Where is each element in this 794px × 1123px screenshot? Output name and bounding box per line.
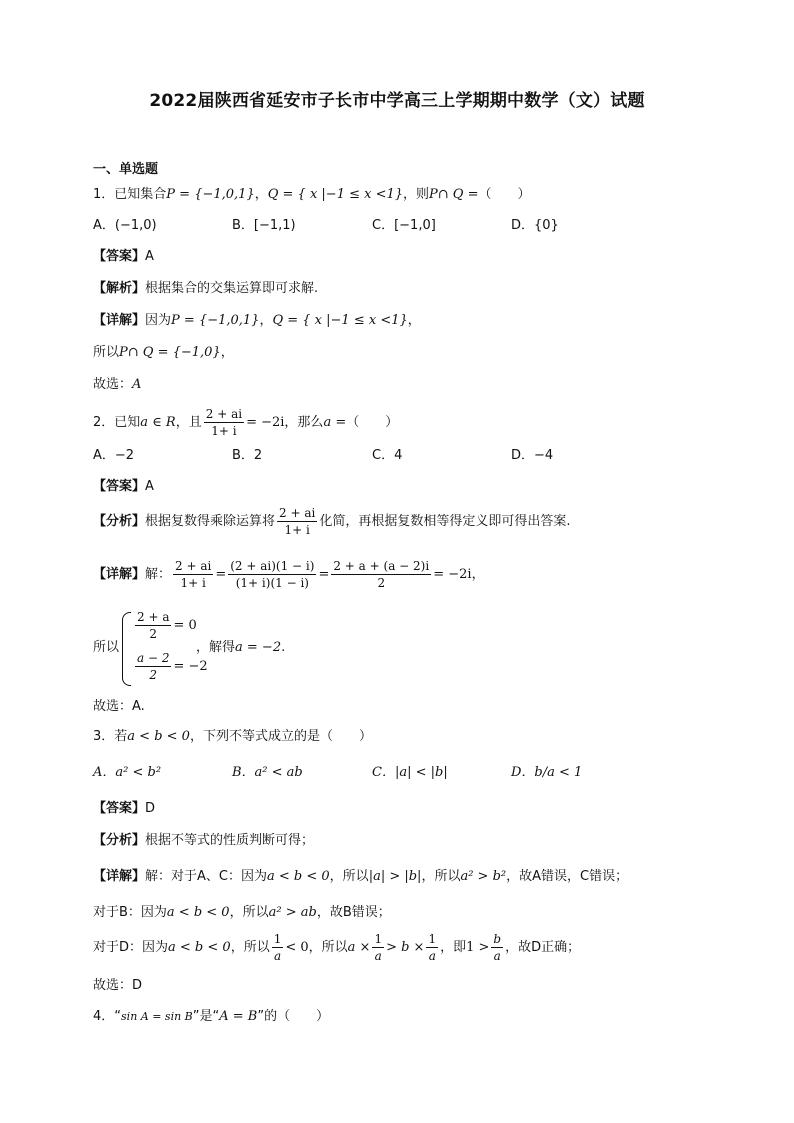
section-heading: 一、单选题 <box>93 162 159 177</box>
question-number: 3． <box>93 729 115 744</box>
detail-text: ，故D正确； <box>505 940 581 955</box>
detail-text: 对于D：因为 <box>93 940 169 955</box>
fraction-numerator: 2 + a <box>137 610 170 624</box>
answer-value: A <box>145 479 154 494</box>
question-4-stem <box>93 1007 329 1027</box>
option-c: C．|a| < |b| <box>372 765 448 780</box>
detail-line-1 <box>93 558 485 591</box>
option-b: B．2 <box>232 448 263 463</box>
fraction-numerator: 2 + ai <box>279 506 316 520</box>
detail-text: 解： <box>145 567 172 582</box>
detail-tag: 【详解】 <box>93 869 146 884</box>
math-rhs: = −2i <box>246 415 285 430</box>
detail-line-1 <box>93 311 421 331</box>
fraction-numerator: 2 + ai <box>175 559 212 573</box>
option-a: A．−2 <box>93 448 135 463</box>
fraction-denominator: 1+ i <box>211 424 237 438</box>
solve-line <box>196 638 285 658</box>
fraction <box>228 558 316 591</box>
equals-sign: = <box>215 567 227 582</box>
stem-text: 已知 <box>114 415 141 430</box>
detail-text: ，所以 <box>329 869 369 884</box>
answer-line <box>93 477 154 497</box>
math-expr: a × <box>347 940 371 955</box>
punct: ， <box>471 567 485 582</box>
analysis-line <box>93 505 570 538</box>
choose-value: A <box>132 377 142 392</box>
option-c: C．[−1,0] <box>372 218 436 233</box>
system-eq-1 <box>133 609 197 642</box>
fraction <box>372 931 384 964</box>
stem-text: ，下列不等式成立的是（ ） <box>189 729 372 744</box>
punct: ， <box>220 345 234 360</box>
punct: ， <box>254 187 268 202</box>
fraction-numerator: 1 <box>428 932 437 946</box>
fraction-denominator: a <box>428 949 436 963</box>
math-condition: a < b < 0 <box>166 905 230 920</box>
option-d: D．{0} <box>511 218 559 233</box>
answer-line <box>93 799 155 819</box>
analysis-line <box>93 831 314 851</box>
detail-text: ，所以 <box>230 940 270 955</box>
math-set-q: Q = { x |−1 ≤ x <1} <box>267 187 404 202</box>
math-condition: a < b < 0 <box>267 869 330 884</box>
option-a: A．(−1,0) <box>93 218 157 233</box>
math-rhs: = 0 <box>173 618 197 633</box>
stem-text: 已知集合 <box>114 187 167 202</box>
stem-text: ”是“ <box>192 1009 220 1024</box>
fraction-numerator: 2 + ai <box>205 407 243 421</box>
analysis-text: 根据集合的交集运算即可求解. <box>145 281 319 296</box>
fraction-denominator: (1+ i)(1 − i) <box>235 576 309 590</box>
answer-value: D <box>145 801 156 816</box>
fraction-numerator: 2 + a + (a − 2)i <box>333 559 430 573</box>
detail-tag: 【详解】 <box>93 567 146 582</box>
fraction <box>277 505 317 538</box>
answer-line <box>93 247 154 267</box>
fraction-numerator: (2 + ai)(1 − i) <box>230 559 315 573</box>
math-lt-zero: < 0 <box>285 940 309 955</box>
detail-text: ，所以 <box>421 869 461 884</box>
analysis-text: 根据不等式的性质判断可得； <box>145 833 315 848</box>
answer-tag: 【答案】 <box>93 479 146 494</box>
fraction-numerator: 1 <box>374 932 383 946</box>
fraction-denominator: a <box>493 949 501 963</box>
detail-line-1 <box>93 867 628 887</box>
choose-line <box>93 375 141 395</box>
detail-line-2 <box>93 343 234 363</box>
analysis-text: 根据复数得乘除运算将 <box>145 514 276 529</box>
fraction-denominator: 2 <box>149 627 158 641</box>
choose-text: 故选： <box>93 377 133 392</box>
fraction <box>135 609 171 642</box>
stem-text: ，那么 <box>284 415 324 430</box>
math-set-p: P = {−1,0,1} <box>166 187 255 202</box>
fraction <box>491 931 503 964</box>
page-title: 2022届陕西省延安市子长市中学高三上学期期中数学（文）试题 <box>149 91 645 111</box>
analysis-tag: 【分析】 <box>93 833 146 848</box>
math-expr: 1 > <box>466 940 490 955</box>
fraction-denominator: 2 <box>377 576 386 590</box>
fraction-denominator: 2 <box>149 668 158 682</box>
choose-line: 故选：D <box>93 978 143 993</box>
equals-sign: = <box>318 567 330 582</box>
punct: ， <box>259 313 273 328</box>
detail-text: 所以 <box>93 345 120 360</box>
analysis-line <box>93 279 318 299</box>
math-condition: a < b < 0 <box>127 729 190 744</box>
detail-text: ，所以 <box>229 905 269 920</box>
option-a: A．a² < b² <box>93 765 162 780</box>
option-b: B．[−1,1) <box>232 218 296 233</box>
math-square: a² > b² <box>460 869 507 884</box>
answer-blank: （ ） <box>346 415 399 430</box>
fraction <box>272 931 284 964</box>
math-intersection: P∩ Q = <box>429 187 479 202</box>
question-number: 2． <box>93 415 115 430</box>
detail-line-2 <box>93 903 391 923</box>
detail-text: ，故B错误； <box>316 905 391 920</box>
math-condition: a < b < 0 <box>168 940 231 955</box>
answer-blank: （ ） <box>478 187 531 202</box>
option-d: D．−4 <box>511 448 554 463</box>
math-expr: a² > ab <box>268 905 317 920</box>
fraction-numerator: b <box>493 932 502 946</box>
math-expr: > b × <box>386 940 425 955</box>
detail-text: ，所以 <box>308 940 348 955</box>
solve-text: ，解得 <box>196 640 236 655</box>
option-b: B．a² < ab <box>232 765 303 780</box>
question-3-stem <box>93 727 372 747</box>
left-brace <box>122 612 131 686</box>
math-rhs: = −2i <box>433 567 472 582</box>
option-d: D．b/a < 1 <box>511 765 583 780</box>
answer-tag: 【答案】 <box>93 801 146 816</box>
stem-text: ”的（ ） <box>257 1009 330 1024</box>
choose-line: 故选：A. <box>93 699 145 714</box>
math-rhs: = −2 <box>173 659 208 674</box>
fraction <box>426 931 438 964</box>
fraction-denominator: 1+ i <box>180 576 206 590</box>
math-expr: sin A = sin B <box>121 1010 193 1023</box>
fraction-numerator: a − 2 <box>137 651 170 665</box>
punct: . <box>281 640 286 655</box>
analysis-tag: 【分析】 <box>93 514 146 529</box>
math-result: a = −2 <box>235 640 282 655</box>
math-set-q: Q = { x |−1 ≤ x <1} <box>272 313 408 328</box>
math-a-in-r: a ∈ R <box>140 415 176 430</box>
answer-value: A <box>145 249 154 264</box>
fraction <box>331 558 431 591</box>
detail-line-3 <box>93 931 580 964</box>
system-prefix: 所以 <box>93 640 120 655</box>
fraction-denominator: a <box>374 949 382 963</box>
stem-text: ，且 <box>175 415 202 430</box>
question-1-stem <box>93 185 531 205</box>
math-a-eq: a = <box>323 415 347 430</box>
detail-text: ，故A错误，C错误； <box>506 869 629 884</box>
question-number: 4． <box>93 1009 115 1024</box>
math-expr: A = B <box>219 1009 258 1024</box>
option-c: C．4 <box>372 448 403 463</box>
fraction-numerator: 1 <box>273 932 282 946</box>
stem-text: ，则 <box>403 187 430 202</box>
question-number: 1． <box>93 187 115 202</box>
math-set-p: P = {−1,0,1} <box>171 313 260 328</box>
fraction <box>135 650 171 683</box>
stem-text: 若 <box>114 729 128 744</box>
math-abs: |a| > |b| <box>368 869 422 884</box>
detail-text: 对于B：因为 <box>93 905 167 920</box>
detail-text: 因为 <box>145 313 172 328</box>
detail-tag: 【详解】 <box>93 313 146 328</box>
punct: ， <box>407 313 421 328</box>
fraction <box>204 406 244 439</box>
fraction-denominator: a <box>273 949 282 963</box>
detail-text: 解：对于A、C：因为 <box>145 869 267 884</box>
punct: “ <box>114 1009 122 1024</box>
analysis-tag: 【解析】 <box>93 281 146 296</box>
detail-text: ，即 <box>440 940 467 955</box>
analysis-text: 化简，再根据复数相等得定义即可得出答案. <box>319 514 571 529</box>
question-2-stem <box>93 406 398 439</box>
fraction-denominator: 1+ i <box>284 523 310 537</box>
math-result: P∩ Q = {−1,0} <box>119 345 221 360</box>
fraction <box>173 558 213 591</box>
answer-tag: 【答案】 <box>93 249 146 264</box>
